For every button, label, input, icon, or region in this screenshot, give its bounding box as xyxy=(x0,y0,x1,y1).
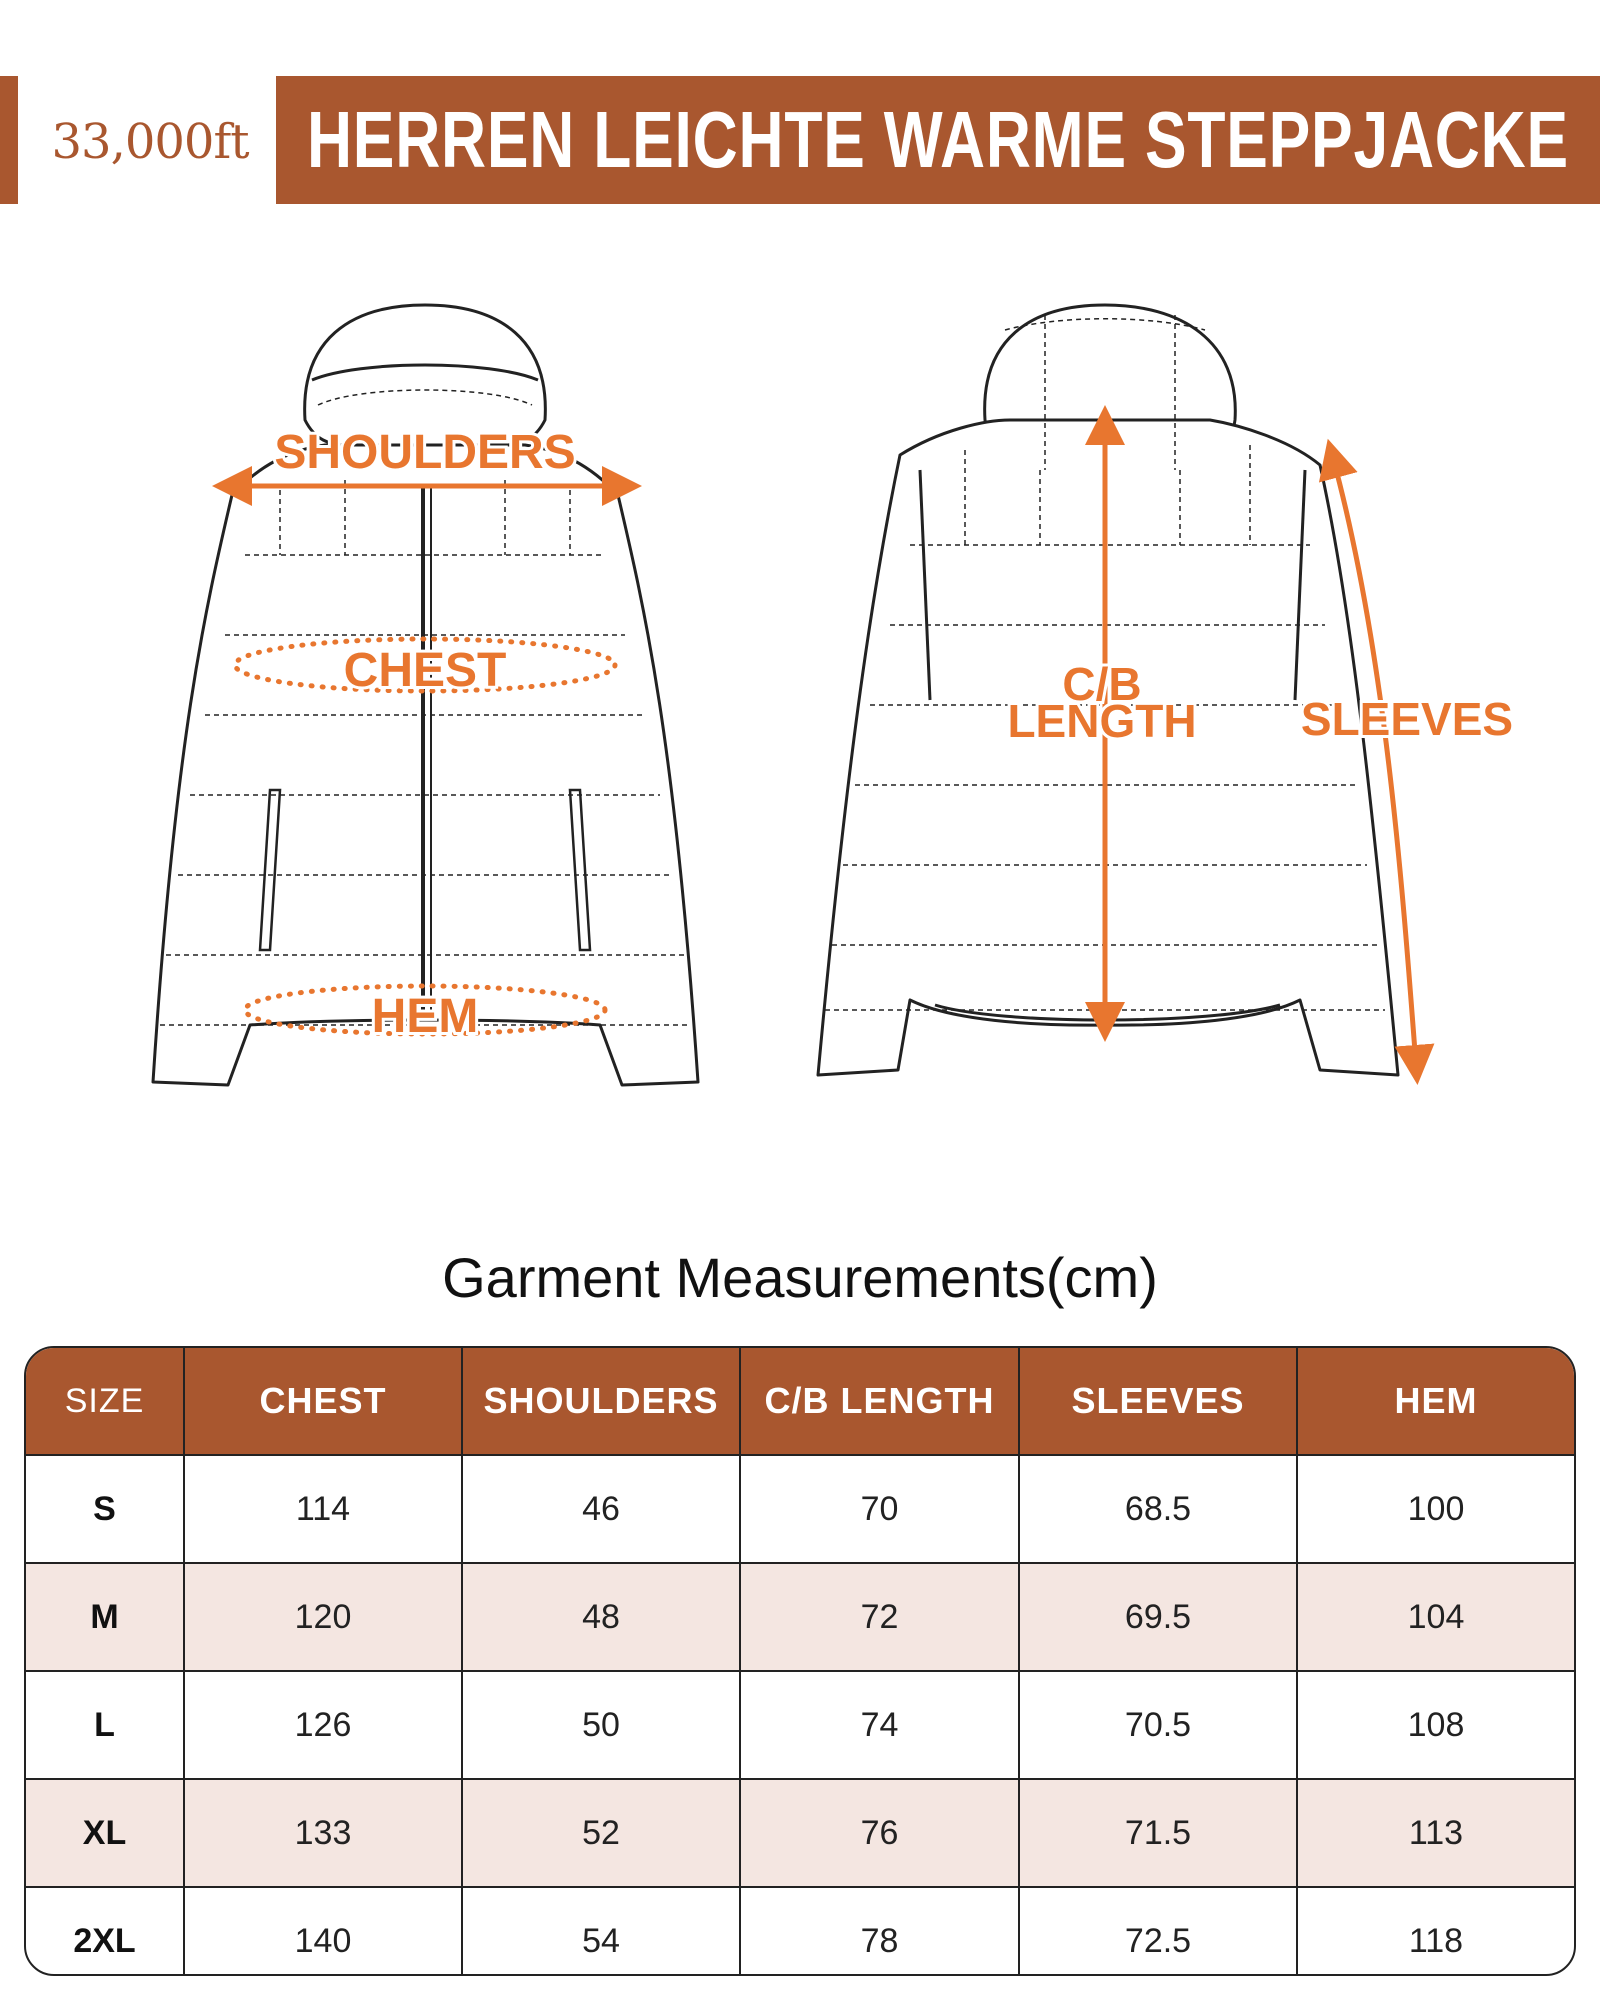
chest-cell: 120 xyxy=(184,1563,462,1671)
size-cell: 2XL xyxy=(26,1887,184,1976)
label-chest: CHEST xyxy=(343,644,507,697)
chest-cell: 133 xyxy=(184,1779,462,1887)
chest-cell: 114 xyxy=(184,1455,462,1563)
column-header-chest: CHEST xyxy=(184,1348,462,1455)
sleeves-cell: 72.5 xyxy=(1019,1887,1297,1976)
sleeves-cell: 71.5 xyxy=(1019,1779,1297,1887)
sleeves-cell: 70.5 xyxy=(1019,1671,1297,1779)
column-header-shoulders: SHOULDERS xyxy=(462,1348,740,1455)
table-header-row xyxy=(26,1348,1574,1455)
cb-length-cell: 78 xyxy=(740,1887,1019,1976)
hem-cell: 108 xyxy=(1297,1671,1574,1779)
header-banner xyxy=(0,76,1600,204)
sleeves-cell: 69.5 xyxy=(1019,1563,1297,1671)
size-cell: L xyxy=(26,1671,184,1779)
table-row xyxy=(26,1671,1574,1779)
brand-logo xyxy=(36,98,264,182)
title-bar xyxy=(276,76,1600,204)
size-cell: XL xyxy=(26,1779,184,1887)
hem-cell: 118 xyxy=(1408,1921,1464,1960)
table-row xyxy=(26,1887,1574,1976)
header-left-strip xyxy=(0,76,18,204)
table-row xyxy=(26,1779,1574,1887)
shoulders-cell: 52 xyxy=(462,1779,740,1887)
column-header-size: SIZE xyxy=(26,1348,184,1455)
size-table xyxy=(24,1346,1576,1976)
shoulders-cell: 50 xyxy=(462,1671,740,1779)
page-title: HERREN LEICHTE WARME STEPPJACKE xyxy=(307,95,1569,184)
hem-cell: 100 xyxy=(1297,1455,1574,1563)
jacket-diagram xyxy=(0,280,1600,1120)
label-shoulders: SHOULDERS xyxy=(274,426,576,479)
size-cell: S xyxy=(26,1455,184,1563)
label-cb-length-line2: LENGTH xyxy=(1007,695,1197,747)
hem-cell: 113 xyxy=(1297,1779,1574,1887)
brand-logo-text: 33,000ft xyxy=(51,114,249,170)
label-hem: HEM xyxy=(371,990,479,1043)
shoulders-cell: 48 xyxy=(462,1563,740,1671)
column-header-sleeves: SLEEVES xyxy=(1019,1348,1297,1455)
size-cell: M xyxy=(26,1563,184,1671)
chest-cell: 126 xyxy=(184,1671,462,1779)
table-title: Garment Measurements(cm) xyxy=(442,1246,1158,1309)
chest-cell: 140 xyxy=(184,1887,462,1976)
table-row xyxy=(26,1455,1574,1563)
label-sleeves: SLEEVES xyxy=(1300,693,1514,745)
table-row xyxy=(26,1563,1574,1671)
cb-length-cell: 76 xyxy=(740,1779,1019,1887)
shoulders-cell: 54 xyxy=(462,1887,740,1976)
shoulders-cell: 46 xyxy=(462,1455,740,1563)
column-header-hem: HEM xyxy=(1297,1348,1574,1455)
label-cb-length-line1: C/B xyxy=(1062,658,1142,710)
cb-length-cell: 70 xyxy=(740,1455,1019,1563)
cb-length-cell: 72 xyxy=(740,1563,1019,1671)
column-header-cb-length: C/B LENGTH xyxy=(740,1348,1019,1455)
cb-length-cell: 74 xyxy=(740,1671,1019,1779)
hem-cell: 104 xyxy=(1297,1563,1574,1671)
sleeves-cell: 68.5 xyxy=(1019,1455,1297,1563)
